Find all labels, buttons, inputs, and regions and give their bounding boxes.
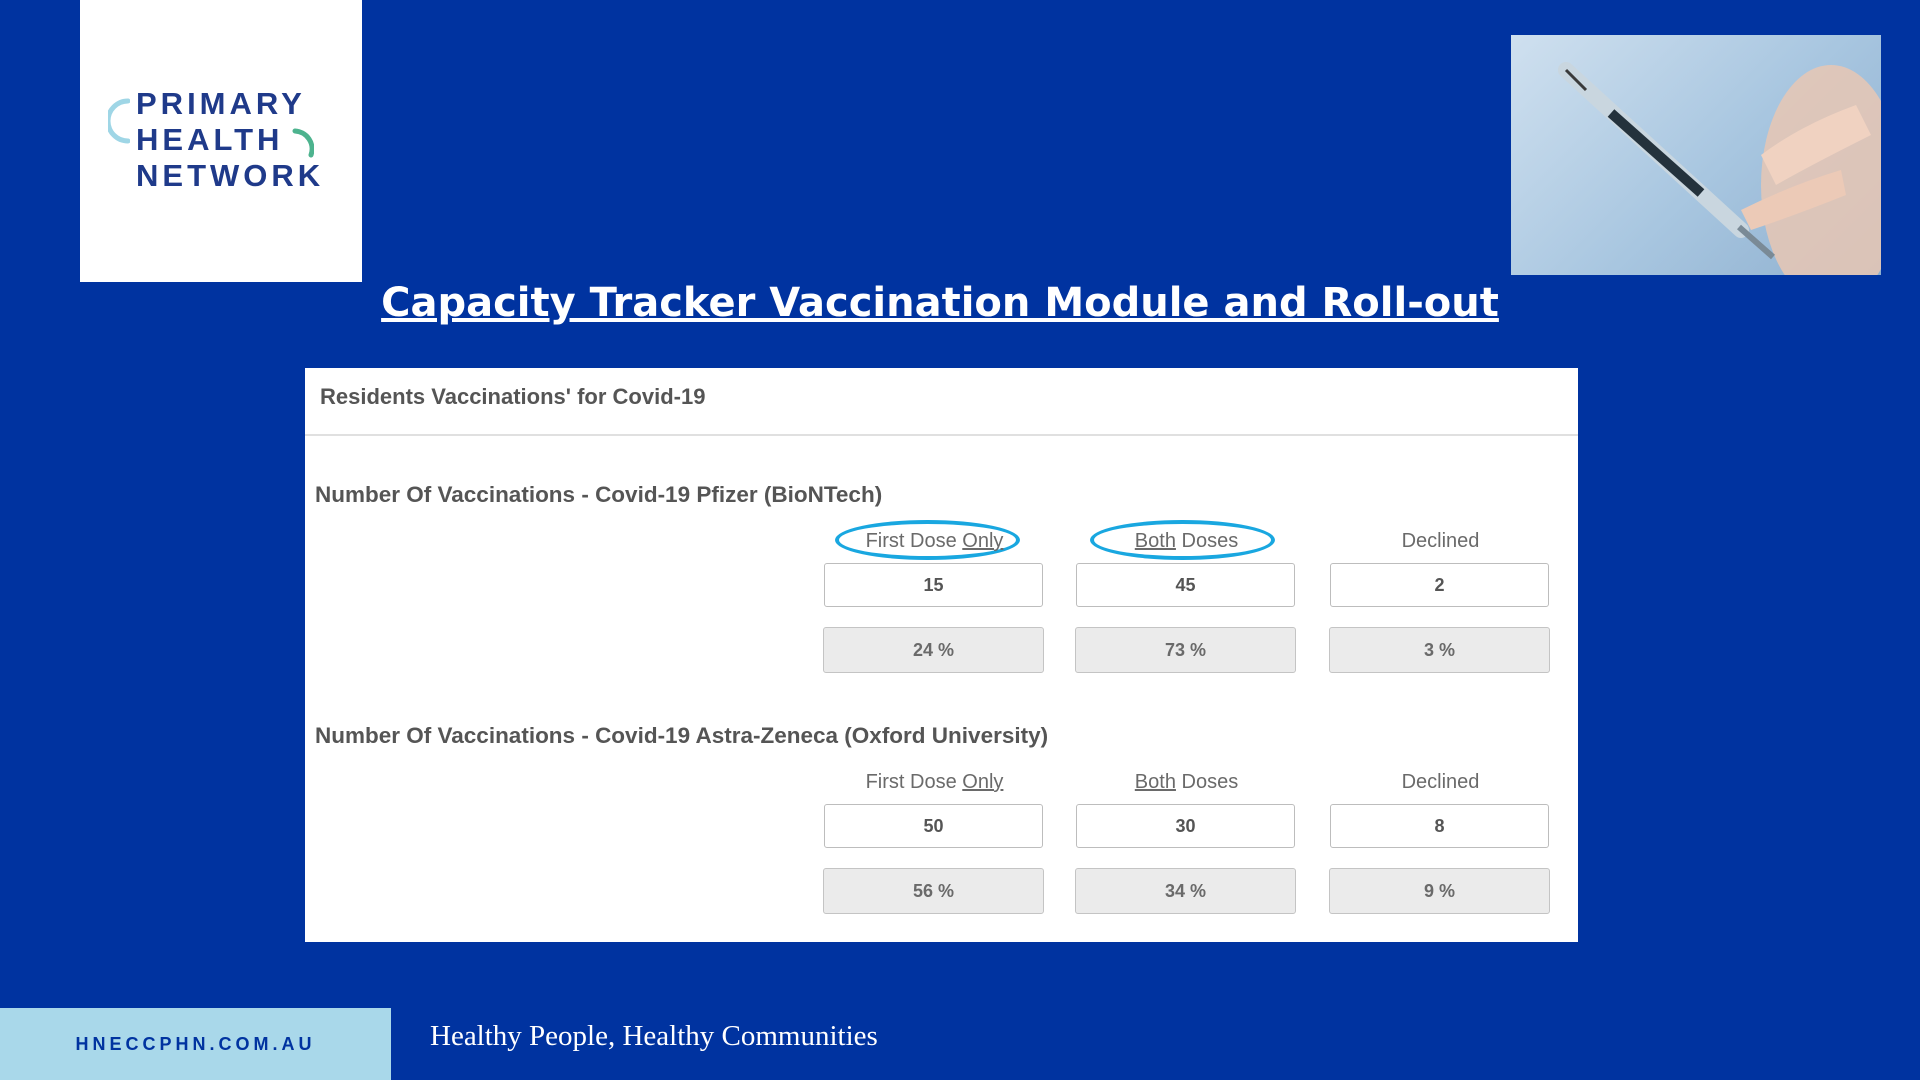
vaccine-syringe-photo bbox=[1511, 35, 1881, 275]
logo bbox=[80, 0, 362, 282]
syringe-hand-illustration bbox=[1511, 35, 1881, 275]
logo-arc-right-icon bbox=[292, 128, 314, 158]
pfizer-first-dose-percent: 24 % bbox=[823, 627, 1044, 673]
astrazeneca-declined-input[interactable]: 8 bbox=[1330, 804, 1549, 848]
astrazeneca-declined-label: Declined bbox=[1401, 771, 1480, 793]
astrazeneca-declined-percent: 9 % bbox=[1329, 868, 1550, 914]
pfizer-declined-label: Declined bbox=[1401, 530, 1480, 552]
astrazeneca-both-doses-label: Both Doses bbox=[1134, 771, 1239, 793]
pfizer-both-doses-label: Both Doses bbox=[1134, 530, 1239, 552]
pfizer-both-doses-percent: 73 % bbox=[1075, 627, 1296, 673]
footer-url-box[interactable] bbox=[0, 1008, 391, 1080]
astrazeneca-both-doses-input[interactable]: 30 bbox=[1076, 804, 1295, 848]
footer-url-link[interactable]: HNECCPHN.COM.AU bbox=[75, 1033, 316, 1054]
astrazeneca-first-dose-label: First Dose Only bbox=[865, 771, 1004, 793]
panel-header: Residents Vaccinations' for Covid-19 bbox=[320, 384, 706, 409]
logo-line-1: PRIMARY bbox=[136, 86, 306, 121]
pfizer-both-doses-input[interactable]: 45 bbox=[1076, 563, 1295, 607]
panel-divider bbox=[305, 434, 1578, 436]
footer-tagline: Healthy People, Healthy Communities bbox=[430, 1020, 878, 1052]
logo-arc-left-icon bbox=[108, 98, 130, 144]
logo-line-3: NETWORK bbox=[136, 158, 325, 193]
astrazeneca-section-title: Number Of Vaccinations - Covid-19 Astra-Zeneca (Oxford University) bbox=[315, 723, 1049, 748]
page-title: Capacity Tracker Vaccination Module and Roll-out bbox=[381, 280, 1499, 326]
logo-line-2: HEALTH bbox=[136, 122, 284, 157]
astrazeneca-both-doses-percent: 34 % bbox=[1075, 868, 1296, 914]
pfizer-declined-input[interactable]: 2 bbox=[1330, 563, 1549, 607]
vaccinations-panel bbox=[305, 368, 1578, 942]
pfizer-declined-percent: 3 % bbox=[1329, 627, 1550, 673]
astrazeneca-first-dose-percent: 56 % bbox=[823, 868, 1044, 914]
pfizer-first-dose-input[interactable]: 15 bbox=[824, 563, 1043, 607]
pfizer-section-title: Number Of Vaccinations - Covid-19 Pfizer (BioNTech) bbox=[315, 482, 883, 507]
astrazeneca-first-dose-input[interactable]: 50 bbox=[824, 804, 1043, 848]
pfizer-first-dose-label: First Dose Only bbox=[865, 530, 1004, 552]
